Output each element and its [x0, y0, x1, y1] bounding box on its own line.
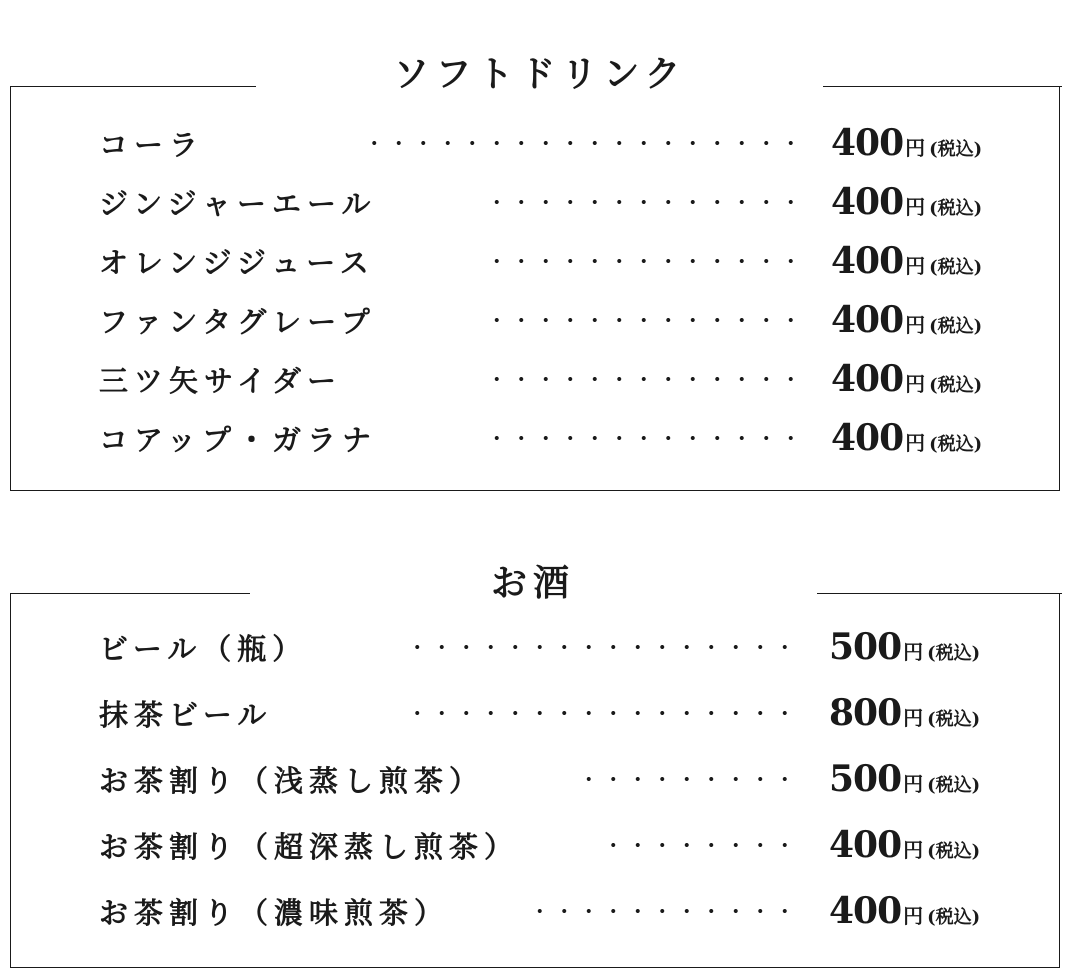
price-tax-label: (税込) [927, 643, 981, 664]
item-price [831, 299, 982, 341]
price-unit: 円 [905, 372, 926, 396]
price-number: 400 [831, 240, 904, 282]
price-tax-label: (税込) [929, 257, 983, 278]
price-tax-label: (税込) [929, 375, 983, 396]
price-tax-label: (税込) [929, 434, 983, 455]
item-price [831, 122, 982, 164]
item-name: 三ツ矢サイダー [99, 363, 342, 398]
leader-dots [481, 258, 803, 264]
item-name: お茶割り（超深蒸し煎茶） [99, 829, 520, 864]
price-tax-label: (税込) [929, 316, 983, 337]
price-number: 500 [829, 626, 902, 668]
leader-dots [403, 644, 797, 650]
price-tax-label: (税込) [929, 198, 983, 219]
price-tax-label: (税込) [927, 907, 981, 928]
price-unit: 円 [905, 313, 926, 337]
leader-dots [359, 140, 803, 146]
item-name: 抹茶ビール [99, 697, 273, 732]
price-number: 400 [831, 122, 904, 164]
item-price [831, 181, 982, 223]
item-price [829, 692, 980, 734]
leader-dots [481, 317, 803, 323]
soft-drink-section [10, 53, 1060, 491]
leader-dots [527, 908, 797, 914]
price-number: 400 [831, 417, 904, 459]
item-name: コーラ [99, 127, 205, 162]
section-title: ソフトドリンク [393, 53, 687, 95]
menu-item [11, 622, 1059, 672]
menu-item [11, 118, 1059, 168]
menu-item [11, 177, 1059, 227]
item-price [829, 890, 980, 932]
price-number: 400 [829, 890, 902, 932]
price-unit: 円 [905, 195, 926, 219]
item-name: コアップ・ガラナ [99, 422, 377, 457]
menu-item [11, 754, 1059, 804]
price-tax-label: (税込) [927, 775, 981, 796]
leader-dots [601, 842, 797, 848]
menu-item [11, 354, 1059, 404]
price-number: 400 [829, 824, 902, 866]
menu-item [11, 413, 1059, 463]
price-number: 400 [831, 358, 904, 400]
section-border-left [10, 593, 250, 594]
menu-item [11, 820, 1059, 870]
item-name: ビール（瓶） [99, 631, 308, 666]
price-unit: 円 [905, 136, 926, 160]
section-border-right [823, 86, 1062, 87]
alcohol-section [10, 562, 1060, 968]
price-unit: 円 [905, 254, 926, 278]
leader-dots [481, 435, 803, 441]
price-unit: 円 [903, 904, 924, 928]
item-price [829, 758, 980, 800]
menu-item [11, 295, 1059, 345]
price-unit: 円 [903, 838, 924, 862]
item-name: オレンジジュース [99, 245, 375, 280]
menu-item [11, 886, 1059, 936]
item-price [831, 358, 982, 400]
price-unit: 円 [903, 640, 924, 664]
item-price [829, 626, 980, 668]
menu-item [11, 688, 1059, 738]
section-title: お酒 [490, 562, 575, 604]
section-border-right [817, 593, 1062, 594]
item-name: お茶割り（濃味煎茶） [99, 895, 450, 930]
item-price [829, 824, 980, 866]
item-price [831, 417, 982, 459]
item-price [831, 240, 982, 282]
leader-dots [576, 776, 797, 782]
price-number: 400 [831, 181, 904, 223]
leader-dots [481, 376, 803, 382]
menu-item [11, 236, 1059, 286]
price-tax-label: (税込) [929, 139, 983, 160]
price-number: 400 [831, 299, 904, 341]
price-number: 800 [829, 692, 902, 734]
item-name: ファンタグレープ [99, 304, 376, 339]
price-number: 500 [829, 758, 902, 800]
leader-dots [481, 199, 803, 205]
price-unit: 円 [903, 772, 924, 796]
price-unit: 円 [903, 706, 924, 730]
leader-dots [403, 710, 797, 716]
section-border-left [10, 86, 256, 87]
item-name: お茶割り（浅蒸し煎茶） [99, 763, 485, 798]
item-name: ジンジャーエール [99, 186, 377, 221]
price-unit: 円 [905, 431, 926, 455]
price-tax-label: (税込) [927, 709, 981, 730]
price-tax-label: (税込) [927, 841, 981, 862]
